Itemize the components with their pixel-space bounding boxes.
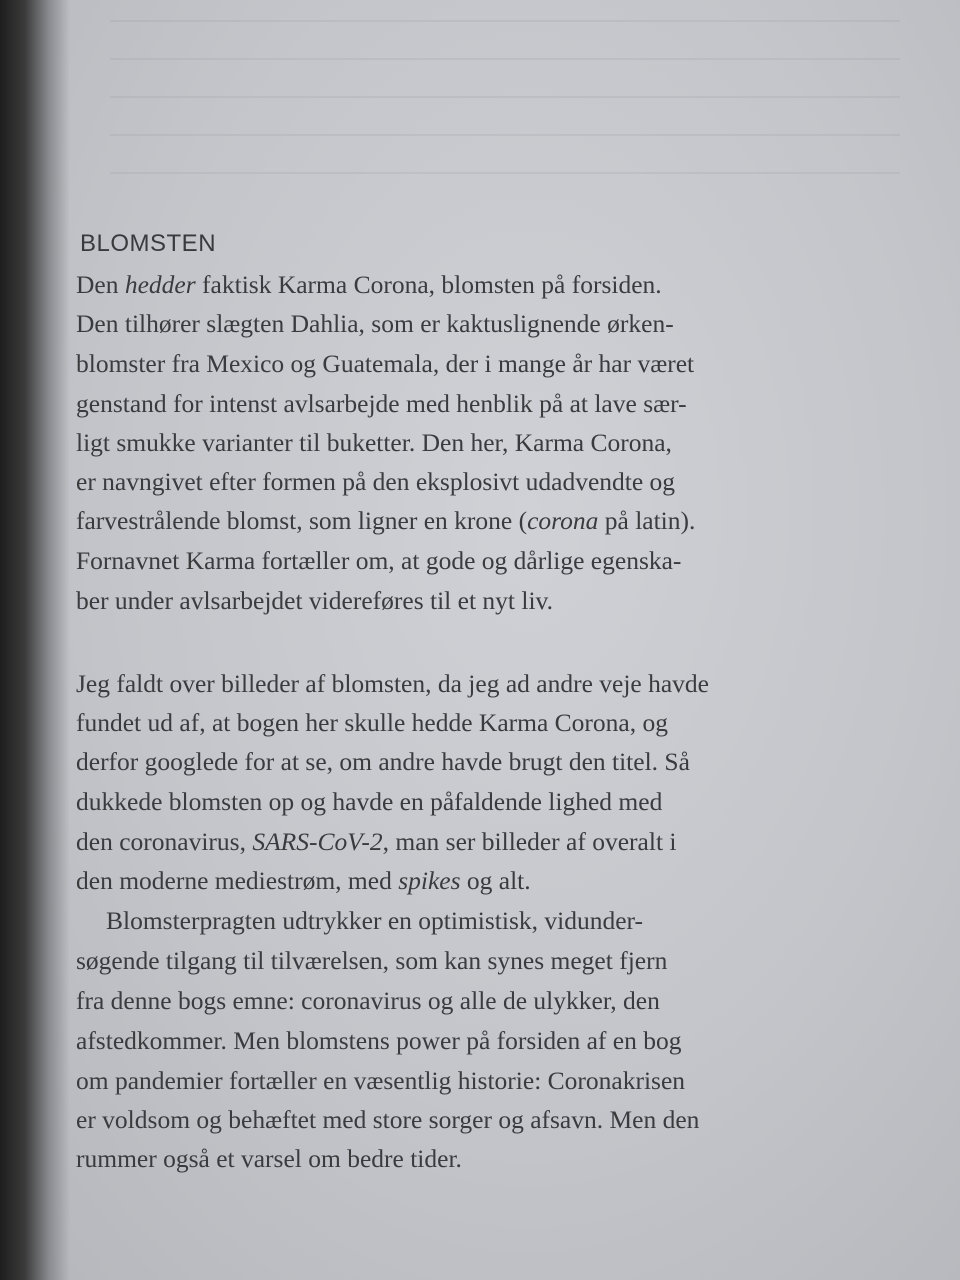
- text-line: Fornavnet Karma fortæller om, at gode og dårlige egenska-: [76, 546, 682, 575]
- text-line: om pandemier fortæller en væsentlig historie: Coronakrisen: [76, 1066, 686, 1095]
- bleed-through-line: [110, 96, 900, 98]
- section-heading: BLOMSTEN: [80, 230, 217, 257]
- bleed-through-line: [110, 58, 900, 60]
- text: Den: [76, 270, 125, 299]
- text: og alt.: [460, 866, 531, 895]
- italic-text: corona: [527, 506, 599, 535]
- text-line: Blomsterpragten udtrykker en optimistisk, vidunder-: [106, 906, 644, 935]
- text-line: genstand for intenst avlsarbejde med henblik på at lave sær-: [76, 389, 687, 418]
- italic-text: SARS-CoV-2: [252, 827, 383, 856]
- text-line: Jeg faldt over billeder af blomsten, da jeg ad andre veje havde: [76, 669, 709, 698]
- text-line: [76, 506, 695, 536]
- text: den moderne mediestrøm, med: [76, 866, 399, 895]
- text: , man ser billeder af overalt i: [382, 827, 677, 856]
- text-line: derfor googlede for at se, om andre havde brugt den titel. Så: [76, 747, 690, 776]
- text: den coronavirus,: [76, 827, 253, 856]
- text-line: søgende tilgang til tilværelsen, som kan synes meget fjern: [76, 946, 668, 975]
- text-line: [76, 866, 531, 896]
- bleed-through-line: [110, 134, 900, 136]
- text-line: blomster fra Mexico og Guatemala, der i mange år har været: [76, 349, 695, 378]
- text-line: ligt smukke varianter til buketter. Den her, Karma Corona,: [76, 428, 672, 457]
- bleed-through-line: [110, 172, 900, 174]
- text-line: fra denne bogs emne: coronavirus og alle de ulykker, den: [76, 986, 660, 1015]
- text-line: afstedkommer. Men blomstens power på forsiden af en bog: [76, 1026, 682, 1055]
- text-line: fundet ud af, at bogen her skulle hedde Karma Corona, og: [76, 708, 668, 737]
- book-spine-shadow: [0, 0, 70, 1280]
- text-line: Den tilhører slægten Dahlia, som er kaktuslignende ørken-: [76, 309, 674, 338]
- text: faktisk Karma Corona, blomsten på forsiden.: [195, 270, 662, 299]
- text-line: er voldsom og behæftet med store sorger og afsavn. Men den: [76, 1105, 700, 1134]
- text-line: [76, 827, 677, 857]
- text-line: [76, 270, 662, 300]
- text: på latin).: [598, 506, 696, 535]
- italic-text: hedder: [124, 270, 196, 299]
- text: farvestrålende blomst, som ligner en krone (: [76, 506, 528, 535]
- italic-text: spikes: [398, 866, 461, 895]
- bleed-through-line: [110, 20, 900, 22]
- text-line: rummer også et varsel om bedre tider.: [76, 1144, 462, 1173]
- text-line: ber under avlsarbejdet videreføres til et nyt liv.: [76, 586, 554, 615]
- text-line: dukkede blomsten op og havde en påfaldende lighed med: [76, 787, 663, 816]
- text-line: er navngivet efter formen på den eksplosivt udadvendte og: [76, 467, 676, 496]
